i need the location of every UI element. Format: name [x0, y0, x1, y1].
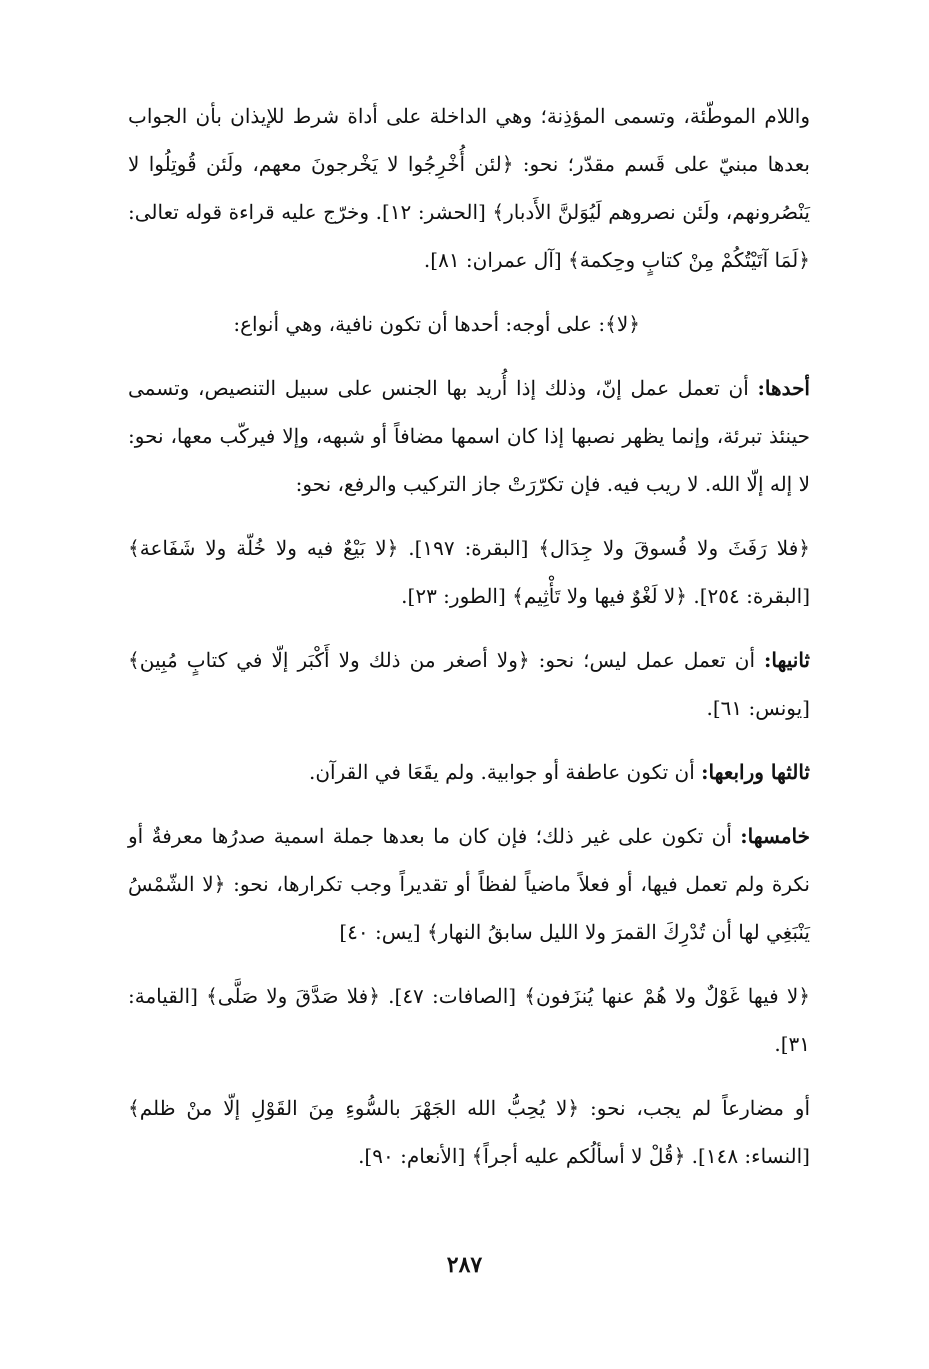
paragraph-5	[128, 636, 810, 732]
paragraph-3	[128, 364, 810, 508]
paragraph-6	[128, 748, 810, 796]
paragraph-6-text: أن تكون عاطفة أو جوابية. ولم يقَعَا في القرآن.	[308, 760, 702, 784]
paragraph-8	[128, 972, 810, 1068]
paragraph-1	[128, 92, 810, 284]
paragraph-9-text: أو مضارعاً لم يجب، نحو: ﴿لا يُحِبُّ الله الجَهْرَ بالسُّوءِ مِنَ القَوْلِ إلّا منْ ظلم﴾ [النساء: ١٤٨]. ﴿قُلْ لا أسألُكم عليه أجراً﴾ [الأنعام: ٩٠].	[128, 1096, 810, 1168]
page-number: ٢٨٧	[446, 1252, 483, 1278]
paragraph-6-lead: ثالثها ورابعها:	[701, 760, 810, 784]
paragraph-7-lead: خامسها:	[740, 824, 810, 848]
paragraph-9	[128, 1084, 810, 1180]
paragraph-5-lead: ثانيها:	[764, 648, 810, 672]
paragraph-4	[128, 524, 810, 620]
paragraph-1-text: واللام الموطّئة، وتسمى المؤذِنة؛ وهي الداخلة على أداة شرط للإيذان بأن الجواب بعدها مبنيّ على قَسم مقدّر؛ نحو: ﴿لئن أُخْرِجُوا لا يَخْرجونَ معهم، ولَئن قُوتِلُوا لا يَنْصُرونهم، ولَئن نصروهم لَيُوَلنَّ الأَدبار﴾ [الحشر: ١٢]. وخرّج عليه قراءة قوله تعالى: ﴿لَمَا آتَيْتُكُمْ مِنْ كتابٍ وحِكمة﴾ [آل عمران: ٨١].	[128, 104, 810, 272]
paragraph-3-lead: أحدها:	[757, 376, 810, 400]
paragraph-3-text: أن تعمل عمل إنّ، وذلك إذا أُريد بها الجنس على سبيل التنصيص، وتسمى حينئذ تبرئة، وإنما يظهر نصبها إذا كان اسمها مضافاً أو شبهه، وإلا فيركّب معها، نحو: لا إله إلّا الله. لا ريب فيه. فإن تكرّرَتْ جاز التركيب والرفع، نحو:	[128, 376, 810, 496]
paragraph-7	[128, 812, 810, 956]
paragraph-2-text: ﴿لا﴾: على أوجه: أحدها أن تكون نافية، وهي أنواع:	[233, 312, 640, 336]
paragraph-8-text: ﴿لا فيها غَوْلٌ ولا هُمْ عنها يُنزَفون﴾ [الصافات: ٤٧]. ﴿فلا صَدَّقَ ولا صَلَّى﴾ [القيامة: ٣١].	[128, 984, 811, 1056]
paragraph-7-text: أن تكون على غير ذلك؛ فإن كان ما بعدها جملة اسمية صدرُها معرفةٌ أو نكرة ولم تعمل فيها، أو فعلاً ماضياً لفظاً أو تقديراً وجب تكرارها، نحو: ﴿لا الشّمْسُ يَنْبَغِي لها أن تُدْرِكَ القمرَ ولا الليل سابقُ النهار﴾ [يس: ٤٠]	[128, 824, 810, 944]
paragraph-5-text: أن تعمل عمل ليس؛ نحو: ﴿ولا أصغر من ذلك ولا أَكْبَر إلّا في كتابٍ مُبِين﴾ [يونس: ٦١].	[128, 648, 810, 720]
paragraph-2	[128, 300, 810, 348]
paragraph-4-text: ﴿فلا رَفَثَ ولا فُسوقَ ولا جِدَال﴾ [البقرة: ١٩٧]. ﴿لا بَيْعٌ فيه ولا خُلّة ولا شَفَاعة﴾ [البقرة: ٢٥٤]. ﴿لا لَغْوٌ فيها ولا تَأْثِيم﴾ [الطور: ٢٣].	[128, 536, 811, 608]
page-body	[128, 92, 810, 1196]
